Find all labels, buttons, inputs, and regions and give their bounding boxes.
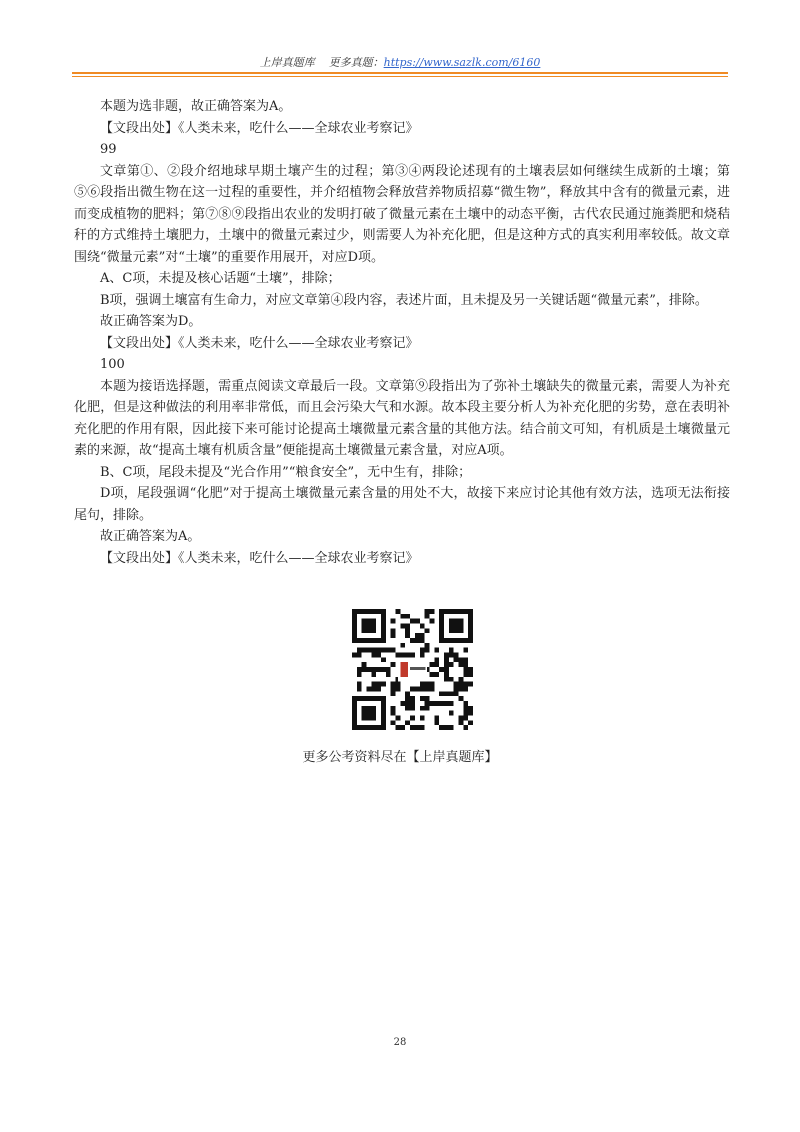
paragraph: 【文段出处】《人类未来，吃什么——全球农业考察记》 [100, 550, 419, 566]
paragraph: 本题为选非题，故正确答案为A。 [100, 99, 292, 114]
paragraph: B项，强调土壤富有生命力，对应文章第④段内容，表述片面，且未提及另一关键话题“微量元素”，排除。 [100, 292, 708, 308]
paragraph: 文章第①、②段介绍地球早期土壤产生的过程；第③④两段论述现有的土壤表层如何继续生成新的土壤；第⑤⑥段指出微生物在这一过程的重要性，并介绍植物会释放营养物质招募“微生物”，释放其中含有的微量元素，进而变成植物的肥料；第⑦⑧⑨段指出农业的发明打破了微量元素在土壤中的动态平衡，古代农民通过施粪肥和烧秸秆的方式维持土壤肥力，土壤中的微量元素过少，则需要人为补充化肥，但是这种方式的真实利用率较低。故文章围绕“微量元素”对“土壤”的重要作用展开，对应D项。 [74, 163, 730, 265]
question-number: 100 [100, 357, 125, 372]
header-rule-thin [72, 76, 728, 77]
paragraph: 【文段出处】《人类未来，吃什么——全球农业考察记》 [100, 335, 419, 351]
qr-caption: 更多公考资料尽在【上岸真题库】 [302, 750, 498, 765]
page-header [72, 54, 728, 70]
paragraph: A、C项，未提及核心话题“土壤”，排除； [100, 271, 341, 286]
question-number: 99 [100, 142, 117, 157]
paragraph: B、C项，尾段未提及“光合作用”“粮食安全”，无中生有，排除； [100, 464, 472, 480]
paragraph: 故正确答案为D。 [100, 314, 202, 329]
paragraph: D项，尾段强调“化肥”对于提高土壤微量元素含量的用处不大，故接下来应讨论其他有效方法，选项无法衔接尾句，排除。 [74, 486, 730, 523]
header-label: 更多真题： [328, 56, 384, 69]
page-number: 28 [393, 1037, 407, 1048]
header-rule [72, 72, 728, 74]
paragraph: 本题为接语选择题，需重点阅读文章最后一段。文章第⑨段指出为了弥补土壤缺失的微量元素，需要人为补充化肥，但是这种做法的利用率非常低，而且会污染大气和水源。故本段主要分析人为补充化肥的劣势，意在表明补充化肥的作用有限，因此接下来可能讨论提高土壤微量元素含量的其他方法。结合前文可知，有机质是土壤微量元素的来源，故“提高土壤有机质含量”便能提高土壤微量元素含量，对应A项。 [74, 378, 730, 458]
qr-code[interactable] [352, 609, 473, 730]
paragraph: 【文段出处】《人类未来，吃什么——全球农业考察记》 [100, 120, 419, 136]
paragraph: 故正确答案为A。 [100, 529, 201, 544]
header-brand: 上岸真题库 [259, 56, 315, 69]
header-link[interactable]: https://www.sazlk.com/6160 [383, 56, 541, 69]
answer-explanation [74, 96, 730, 569]
